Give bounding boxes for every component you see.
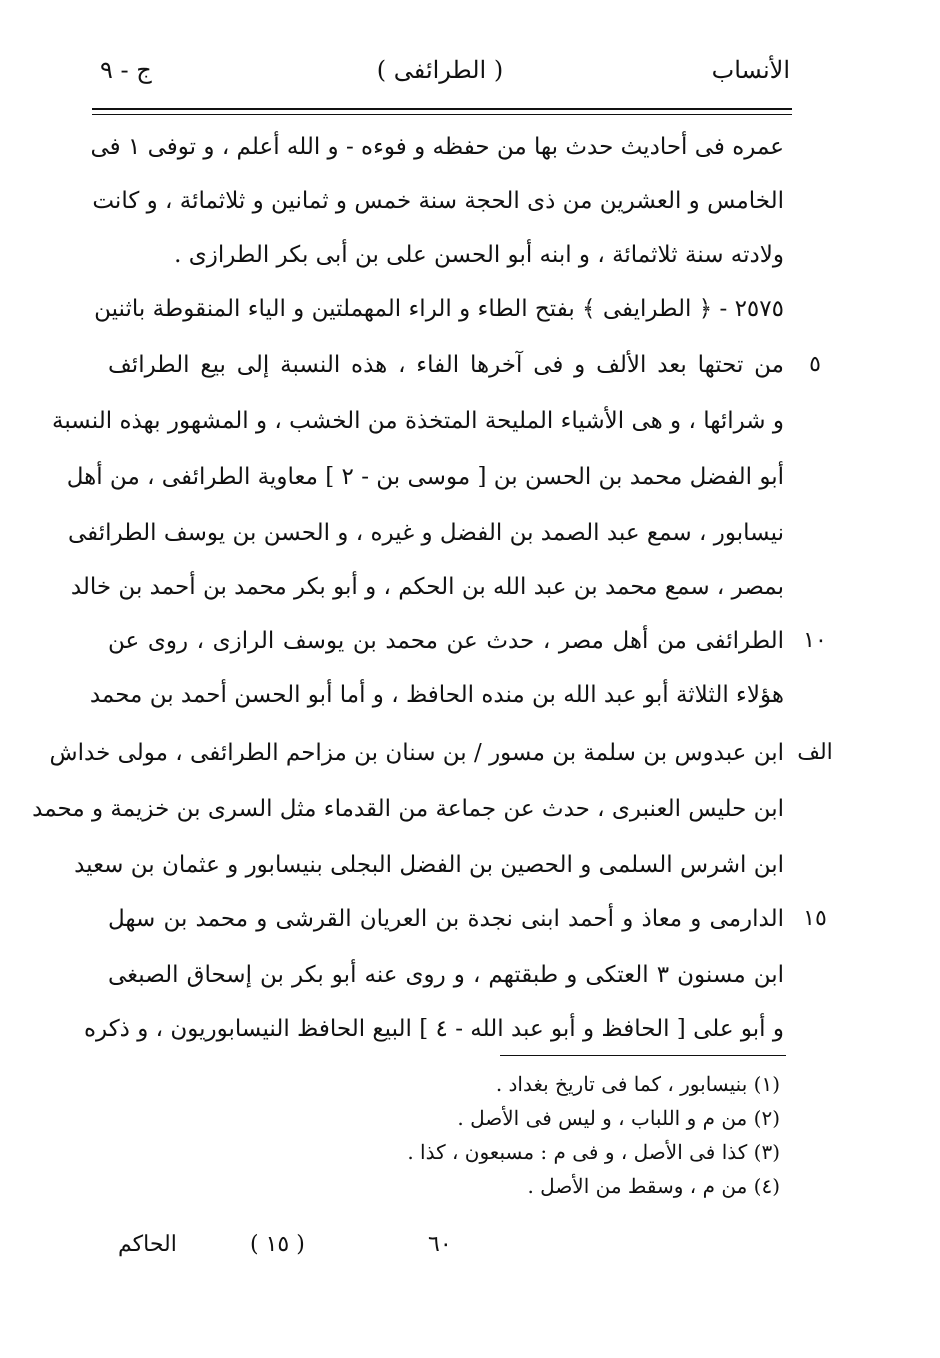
line-number-marker: ٥: [809, 352, 821, 377]
body-line: هؤلاء الثلاثة أبو عبد الله بن منده الحافظ ، و أما أبو الحسن أحمد بن محمد: [89, 682, 784, 708]
header-book-title: الأنساب: [711, 56, 790, 84]
body-line: و شرائها ، و هى الأشياء المليحة المتخذة من الخشب ، و المشهور بهذه النسبة: [52, 408, 784, 434]
body-line: بمصر ، سمع محمد بن عبد الله بن الحكم ، و أبو بكر محمد بن أحمد بن خالد: [70, 574, 784, 600]
body-line: الدارمى و معاذ و أحمد ابنى نجدة بن العريان القرشى و محمد بن سهل: [108, 906, 784, 932]
body-line: و أبو على [ الحافظ و أبو عبد الله - ٤ ] البيع الحافظ النيسابوريون ، و ذكره: [83, 1016, 784, 1042]
footnote-3: (٣) كذا فى الأصل ، و فى م : مسبعون ، كذا .: [407, 1140, 780, 1164]
body-line: من تحتها بعد الألف و فى آخرها الفاء ، هذه النسبة إلى بيع الطرائف: [108, 352, 784, 378]
body-line: ابن اشرس السلمى و الحصين بن الفضل البجلى بنيسابور و عثمان بن سعيد: [74, 852, 784, 878]
entry-heading-line: ٢٥٧٥ - ﴿ الطرايفى ﴾ بفتح الطاء و الراء المهملتين و الياء المنقوطة باثنين: [94, 296, 784, 322]
header-volume: ج - ٩: [100, 56, 152, 84]
line-number-marker: ١٠: [803, 628, 827, 653]
footnote-rule: [500, 1055, 786, 1056]
catchword: الحاكم: [118, 1232, 177, 1257]
body-line: أبو الفضل محمد بن الحسن بن [ موسى بن - ٢ ] معاوية الطرائفى ، من أهل: [66, 464, 784, 490]
body-line: ابن حليس العنبرى ، حدث عن جماعة من القدماء مثل السرى بن خزيمة و محمد: [32, 796, 784, 822]
body-line: الخامس و العشرين من ذى الحجة سنة خمس و ثمانين و ثلاثمائة ، و كانت: [92, 188, 784, 214]
header-entry-title: ( الطرائفى ): [376, 56, 504, 84]
signature-mark: ( ١٥ ): [250, 1232, 305, 1257]
body-line: الطرائفى من أهل مصر ، حدث عن محمد بن يوسف الرازى ، روى عن: [108, 628, 784, 654]
footnote-1: (١) بنيسابور ، كما فى تاريخ بغداد .: [495, 1072, 780, 1096]
body-line: ابن مسنون ٣ العتكى و طبقتهم ، و روى عنه أبو بكر بن إسحاق الصبغى: [108, 962, 784, 988]
running-header: [90, 56, 790, 96]
header-rule-thin: [92, 114, 792, 115]
body-line: ابن عبدوس بن سلمة بن مسور / بن سنان بن مزاحم الطرائفى ، مولى خداش: [49, 740, 784, 766]
footnote-4: (٤) من م ، وسقط من الأصل .: [527, 1174, 780, 1198]
body-line: عمره فى أحاديث حدث بها من حفظه و فوءه - و الله أعلم ، و توفى ١ فى: [90, 134, 784, 160]
header-rule-thick: [92, 108, 792, 110]
page-number: ٦٠: [428, 1232, 452, 1257]
line-number-marker: ١٥: [803, 906, 827, 931]
manuscript-folio-marker: الف: [797, 740, 833, 765]
footnote-2: (٢) من م و اللباب ، و ليس فى الأصل .: [457, 1106, 780, 1130]
body-line: ولادته سنة ثلاثمائة ، و ابنه أبو الحسن على بن أبى بكر الطرازى .: [174, 242, 784, 268]
body-line: نيسابور ، سمع عبد الصمد بن الفضل و غيره ، و الحسن بن يوسف الطرائفى: [67, 520, 784, 546]
